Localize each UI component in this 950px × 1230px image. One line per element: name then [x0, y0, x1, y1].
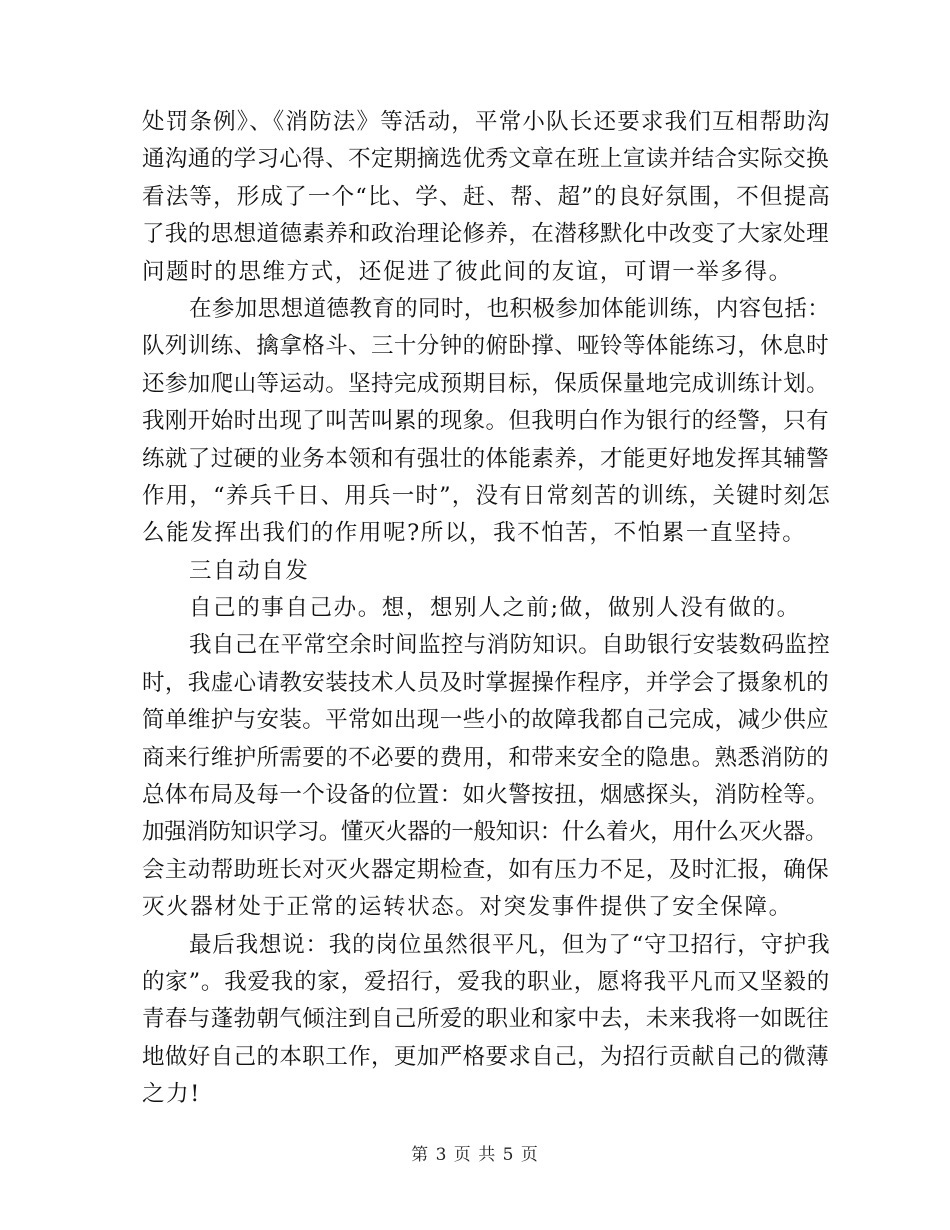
text-line: 商来行维护所需要的不必要的费用，和带来安全的隐患。熟悉消防的: [142, 744, 830, 771]
text-line: 灭火器材处于正常的运转状态。对突发事件提供了安全保障。: [142, 894, 793, 921]
text-line: 还参加爬山等运动。坚持完成预期目标，保质保量地完成训练计划。: [142, 370, 830, 397]
text-line: 在参加思想道德教育的同时，也积极参加体能训练，内容包括：: [189, 295, 831, 322]
text-line: 会主动帮助班长对灭火器定期检查，如有压力不足，及时汇报，确保: [142, 856, 830, 883]
text-line: 总体布局及每一个设备的位置：如火警按扭，烟感探头，消防栓等。: [142, 782, 830, 809]
text-line: 的家”。我爱我的家，爱招行，爱我的职业，愿将我平凡而又坚毅的: [142, 968, 831, 995]
text-line: 看法等，形成了一个“比、学、赶、帮、超”的良好氛围，不但提高: [142, 183, 832, 210]
text-line: 通沟通的学习心得、不定期摘选优秀文章在班上宣读并结合实际交换: [142, 146, 830, 173]
text-line: 最后我想说：我的岗位虽然很平凡，但为了“守卫招行，守护我: [189, 931, 831, 958]
text-line: 我自己在平常空余时间监控与消防知识。自助银行安装数码监控: [189, 632, 831, 659]
text-line: 练就了过硬的业务本领和有强壮的体能素养，才能更好地发挥其辅警: [142, 445, 830, 472]
text-line: 简单维护与安装。平常如出现一些小的故障我都自己完成，减少供应: [142, 707, 830, 734]
document-body: [142, 104, 832, 1114]
text-line: 青春与蓬勃朝气倾注到自己所爱的职业和家中去，未来我将一如既往: [142, 1006, 830, 1033]
text-line: 地做好自己的本职工作，更加严格要求自己，为招行贡献自己的微薄: [142, 1043, 830, 1070]
text-line: 加强消防知识学习。懂灭火器的一般知识：什么着火，用什么灭火器。: [142, 819, 828, 846]
text-line: 时，我虚心请教安装技术人员及时掌握操作程序，并学会了摄象机的: [142, 669, 830, 696]
text-line: 处罚条例》、《消防法》等活动，平常小队长还要求我们互相帮助沟: [142, 109, 831, 135]
text-line: 么能发挥出我们的作用呢?所以，我不怕苦，不怕累一直坚持。: [142, 520, 807, 547]
text-line: 了我的思想道德素养和政治理论修养，在潜移默化中改变了大家处理: [142, 221, 830, 248]
text-line: 队列训练、擒拿格斗、三十分钟的俯卧撑、哑铃等体能练习，休息时: [142, 333, 830, 360]
text-line: 三自动自发: [189, 557, 310, 584]
text-line: 自己的事自己办。想，想别人之前;做，做别人没有做的。: [189, 595, 801, 622]
text-line: 作用，“养兵千日、用兵一时”，没有日常刻苦的训练，关键时刻怎: [142, 482, 832, 509]
text-line: 之力!: [142, 1081, 201, 1108]
text-line: 问题时的思维方式，还促进了彼此间的友谊，可谓一举多得。: [142, 258, 793, 285]
text-line: 我刚开始时出现了叫苦叫累的现象。但我明白作为银行的经警，只有: [142, 408, 830, 435]
page-footer: 第 3 页 共 5 页: [411, 1145, 539, 1165]
